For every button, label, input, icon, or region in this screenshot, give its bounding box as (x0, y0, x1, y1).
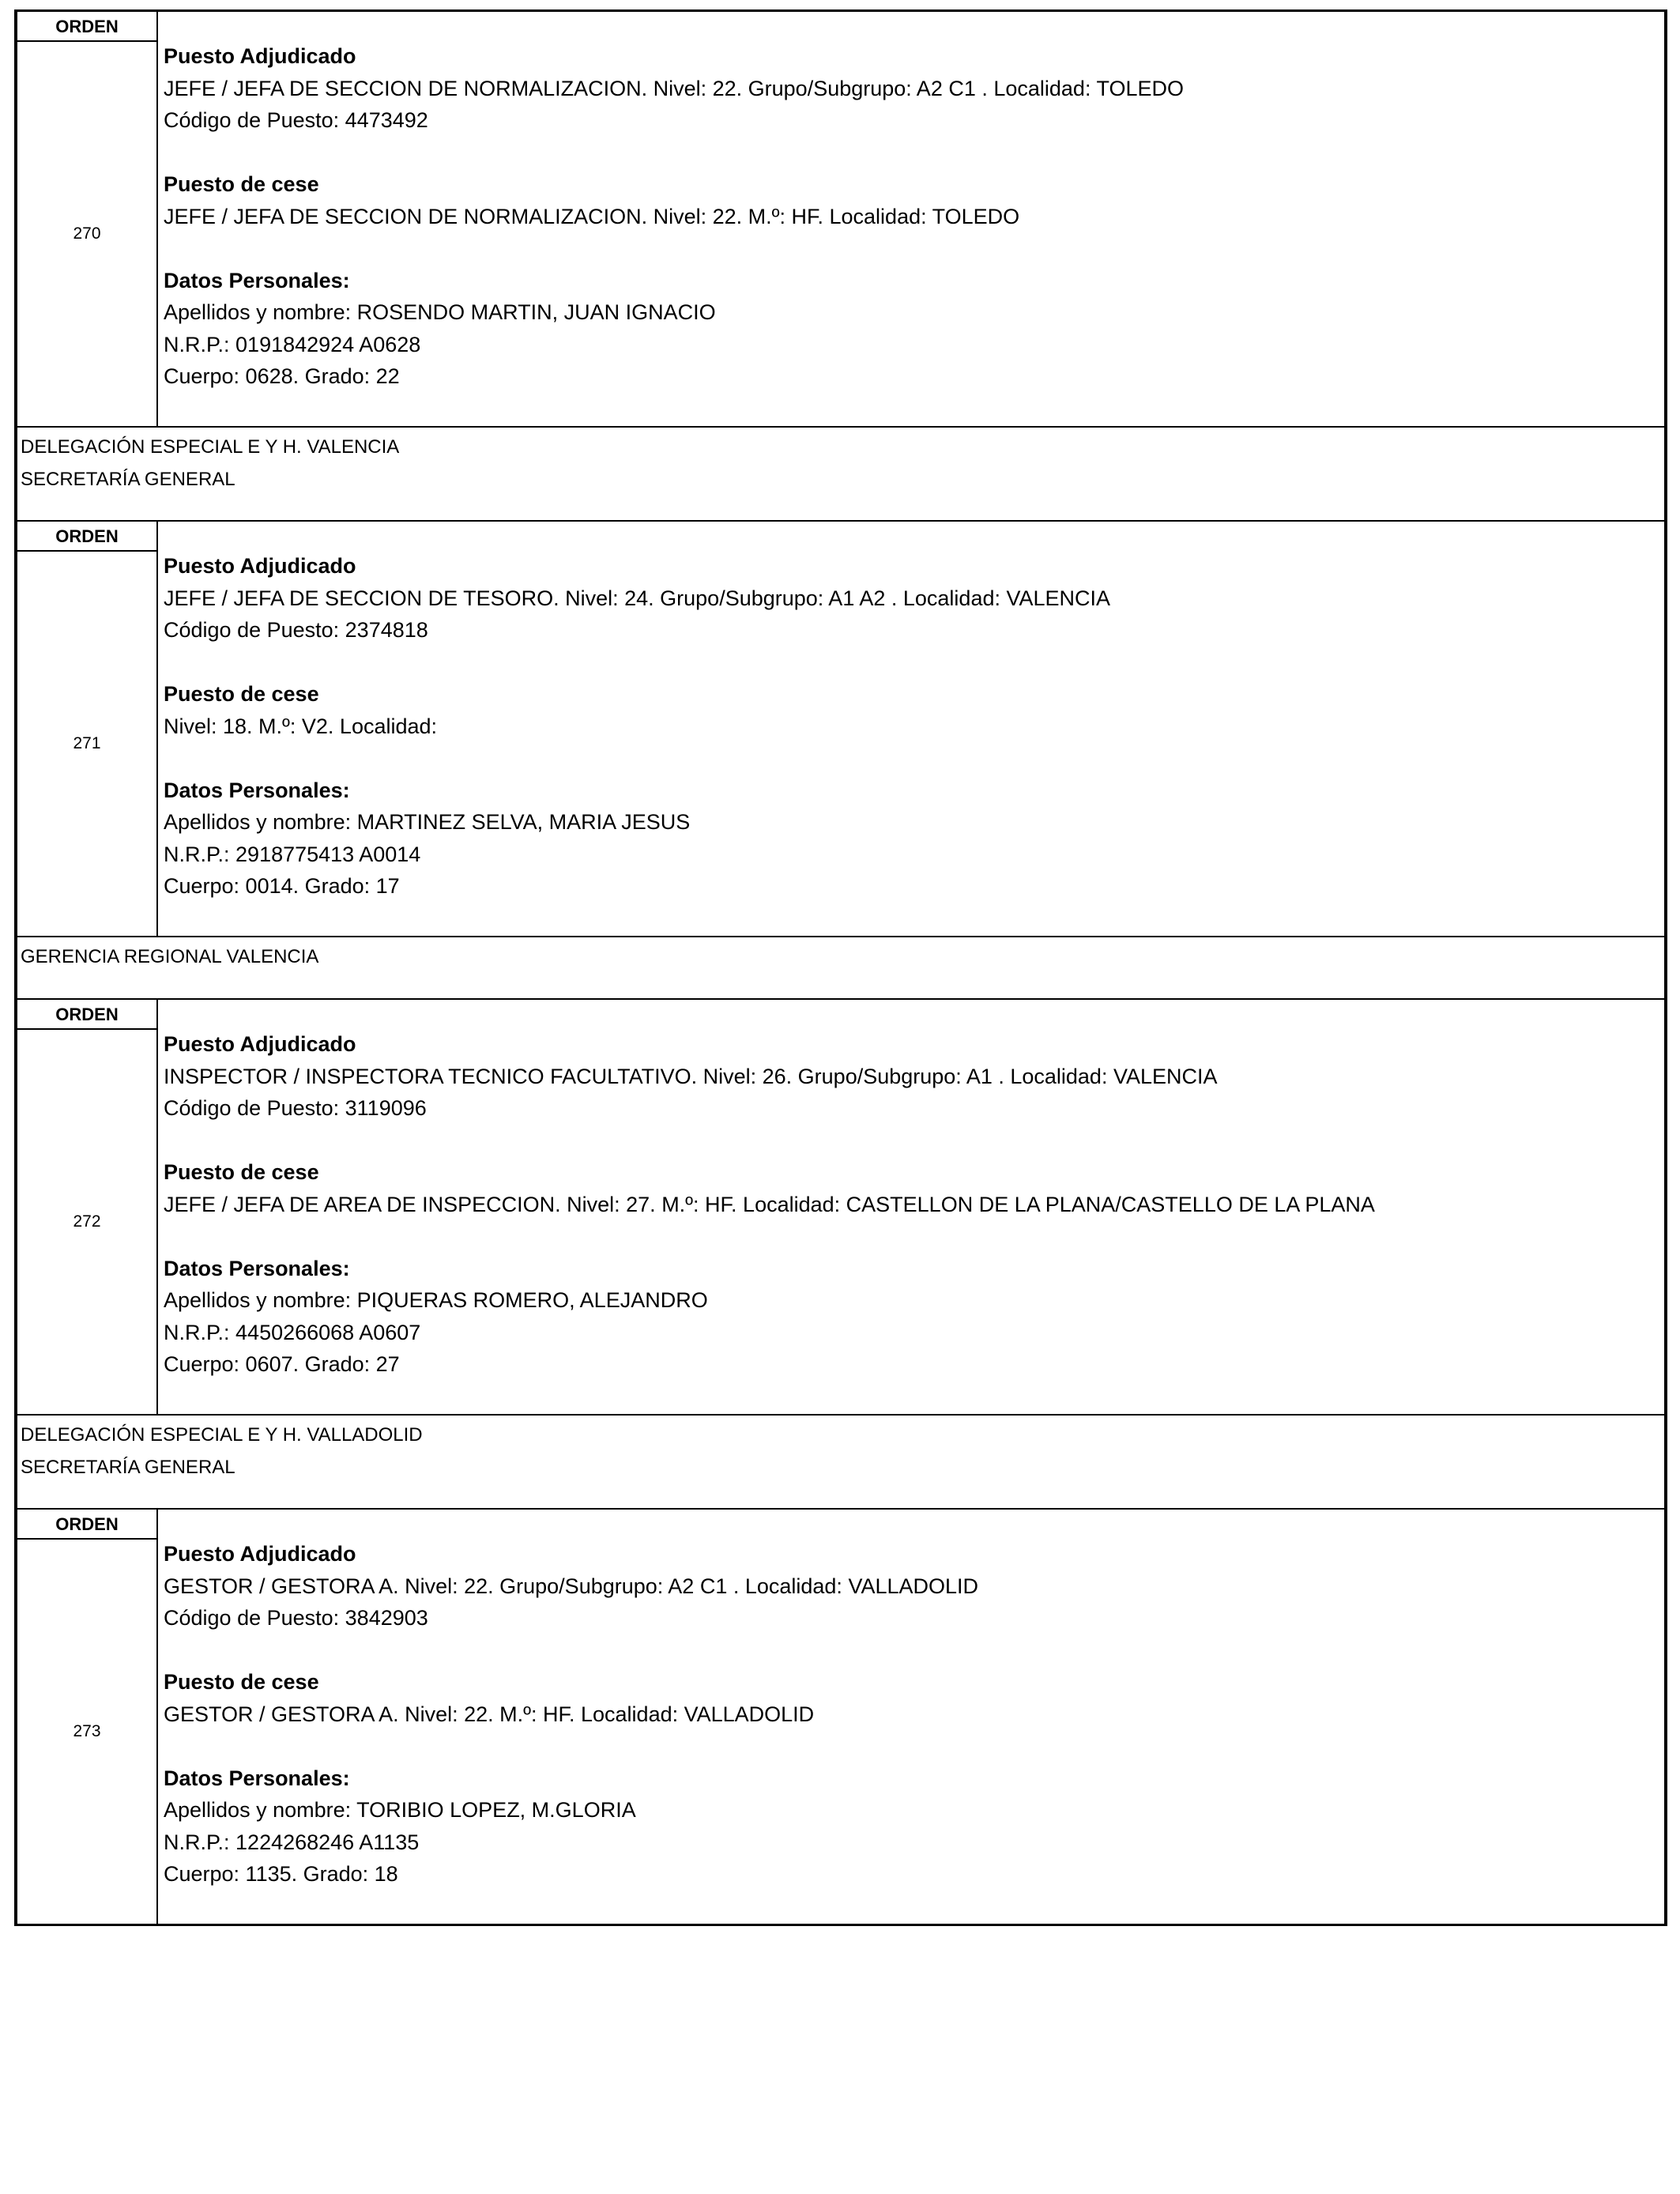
orden-column (17, 1510, 158, 1924)
puesto-cese-desc: GESTOR / GESTORA A. Nivel: 22. M.º: HF. Localidad: VALLADOLID (164, 1702, 815, 1726)
puesto-adjudicado-desc: JEFE / JEFA DE SECCION DE NORMALIZACION. Nivel: 22. Grupo/Subgrupo: A2 C1 . Localidad: TOLEDO (164, 76, 1184, 100)
apellidos-nombre: Apellidos y nombre: TORIBIO LOPEZ, M.GLORIA (164, 1798, 636, 1822)
nrp: N.R.P.: 2918775413 A0014 (164, 842, 421, 866)
record-271 (17, 522, 1664, 936)
codigo-puesto: Código de Puesto: 4473492 (164, 108, 428, 132)
datos-personales-heading: Datos Personales: (164, 1766, 350, 1790)
apellidos-nombre: Apellidos y nombre: ROSENDO MARTIN, JUAN IGNACIO (164, 300, 716, 324)
puesto-adjudicado-desc: JEFE / JEFA DE SECCION DE TESORO. Nivel: 24. Grupo/Subgrupo: A1 A2 . Localidad: VALENCIA (164, 586, 1111, 610)
section-organization: DELEGACIÓN ESPECIAL E Y H. VALENCIA (21, 436, 400, 458)
orden-label: ORDEN (17, 12, 156, 42)
cuerpo-grado: Cuerpo: 1135. Grado: 18 (164, 1862, 398, 1886)
datos-personales-heading: Datos Personales: (164, 268, 350, 292)
section-organization: GERENCIA REGIONAL VALENCIA (21, 946, 319, 967)
nrp: N.R.P.: 1224268246 A1135 (164, 1830, 420, 1854)
codigo-puesto: Código de Puesto: 3119096 (164, 1096, 427, 1120)
orden-label: ORDEN (17, 1510, 156, 1540)
section-department: SECRETARÍA GENERAL (21, 1457, 235, 1478)
orden-number: 272 (73, 1212, 101, 1231)
apellidos-nombre: Apellidos y nombre: PIQUERAS ROMERO, ALEJANDRO (164, 1288, 708, 1312)
nrp: N.R.P.: 0191842924 A0628 (164, 332, 421, 356)
puesto-adjudicado-heading: Puesto Adjudicado (164, 554, 356, 578)
orden-label: ORDEN (17, 1000, 156, 1030)
puesto-cese-heading: Puesto de cese (164, 682, 319, 706)
orden-column (17, 522, 158, 936)
datos-personales-heading: Datos Personales: (164, 778, 350, 802)
record-272 (17, 1000, 1664, 1414)
cuerpo-grado: Cuerpo: 0607. Grado: 27 (164, 1352, 400, 1376)
puesto-cese-heading: Puesto de cese (164, 1670, 319, 1694)
puesto-cese-heading: Puesto de cese (164, 1160, 319, 1184)
document-table (14, 9, 1667, 1926)
record-details (160, 1000, 1664, 1414)
orden-label: ORDEN (17, 522, 156, 552)
puesto-cese-desc: JEFE / JEFA DE AREA DE INSPECCION. Nivel: 27. M.º: HF. Localidad: CASTELLON DE LA PLANA/CASTELLO DE LA PLANA (164, 1192, 1375, 1216)
puesto-cese-desc: Nivel: 18. M.º: V2. Localidad: (164, 714, 438, 738)
puesto-adjudicado-heading: Puesto Adjudicado (164, 44, 356, 68)
puesto-cese-heading: Puesto de cese (164, 172, 319, 196)
orden-number: 271 (73, 734, 101, 752)
section-organization: DELEGACIÓN ESPECIAL E Y H. VALLADOLID (21, 1424, 423, 1446)
puesto-adjudicado-desc: INSPECTOR / INSPECTORA TECNICO FACULTATIVO. Nivel: 26. Grupo/Subgrupo: A1 . Localidad: VALENCIA (164, 1064, 1218, 1088)
cuerpo-grado: Cuerpo: 0014. Grado: 17 (164, 874, 400, 898)
record-273 (17, 1510, 1664, 1924)
datos-personales-heading: Datos Personales: (164, 1256, 350, 1280)
section-header (17, 1414, 1664, 1510)
orden-number: 273 (73, 1722, 101, 1740)
section-department: SECRETARÍA GENERAL (21, 469, 235, 490)
codigo-puesto: Código de Puesto: 3842903 (164, 1606, 428, 1630)
nrp: N.R.P.: 4450266068 A0607 (164, 1320, 421, 1344)
orden-column (17, 1000, 158, 1414)
apellidos-nombre: Apellidos y nombre: MARTINEZ SELVA, MARIA JESUS (164, 810, 691, 834)
record-details (160, 12, 1664, 426)
puesto-adjudicado-desc: GESTOR / GESTORA A. Nivel: 22. Grupo/Subgrupo: A2 C1 . Localidad: VALLADOLID (164, 1574, 979, 1598)
record-details (160, 522, 1664, 936)
orden-column (17, 12, 158, 426)
puesto-adjudicado-heading: Puesto Adjudicado (164, 1542, 356, 1566)
record-details (160, 1510, 1664, 1924)
section-header (17, 426, 1664, 522)
cuerpo-grado: Cuerpo: 0628. Grado: 22 (164, 364, 400, 388)
puesto-cese-desc: JEFE / JEFA DE SECCION DE NORMALIZACION. Nivel: 22. M.º: HF. Localidad: TOLEDO (164, 204, 1020, 228)
puesto-adjudicado-heading: Puesto Adjudicado (164, 1032, 356, 1056)
codigo-puesto: Código de Puesto: 2374818 (164, 618, 428, 642)
record-270 (17, 12, 1664, 426)
orden-number: 270 (73, 224, 101, 243)
section-header (17, 936, 1664, 1000)
